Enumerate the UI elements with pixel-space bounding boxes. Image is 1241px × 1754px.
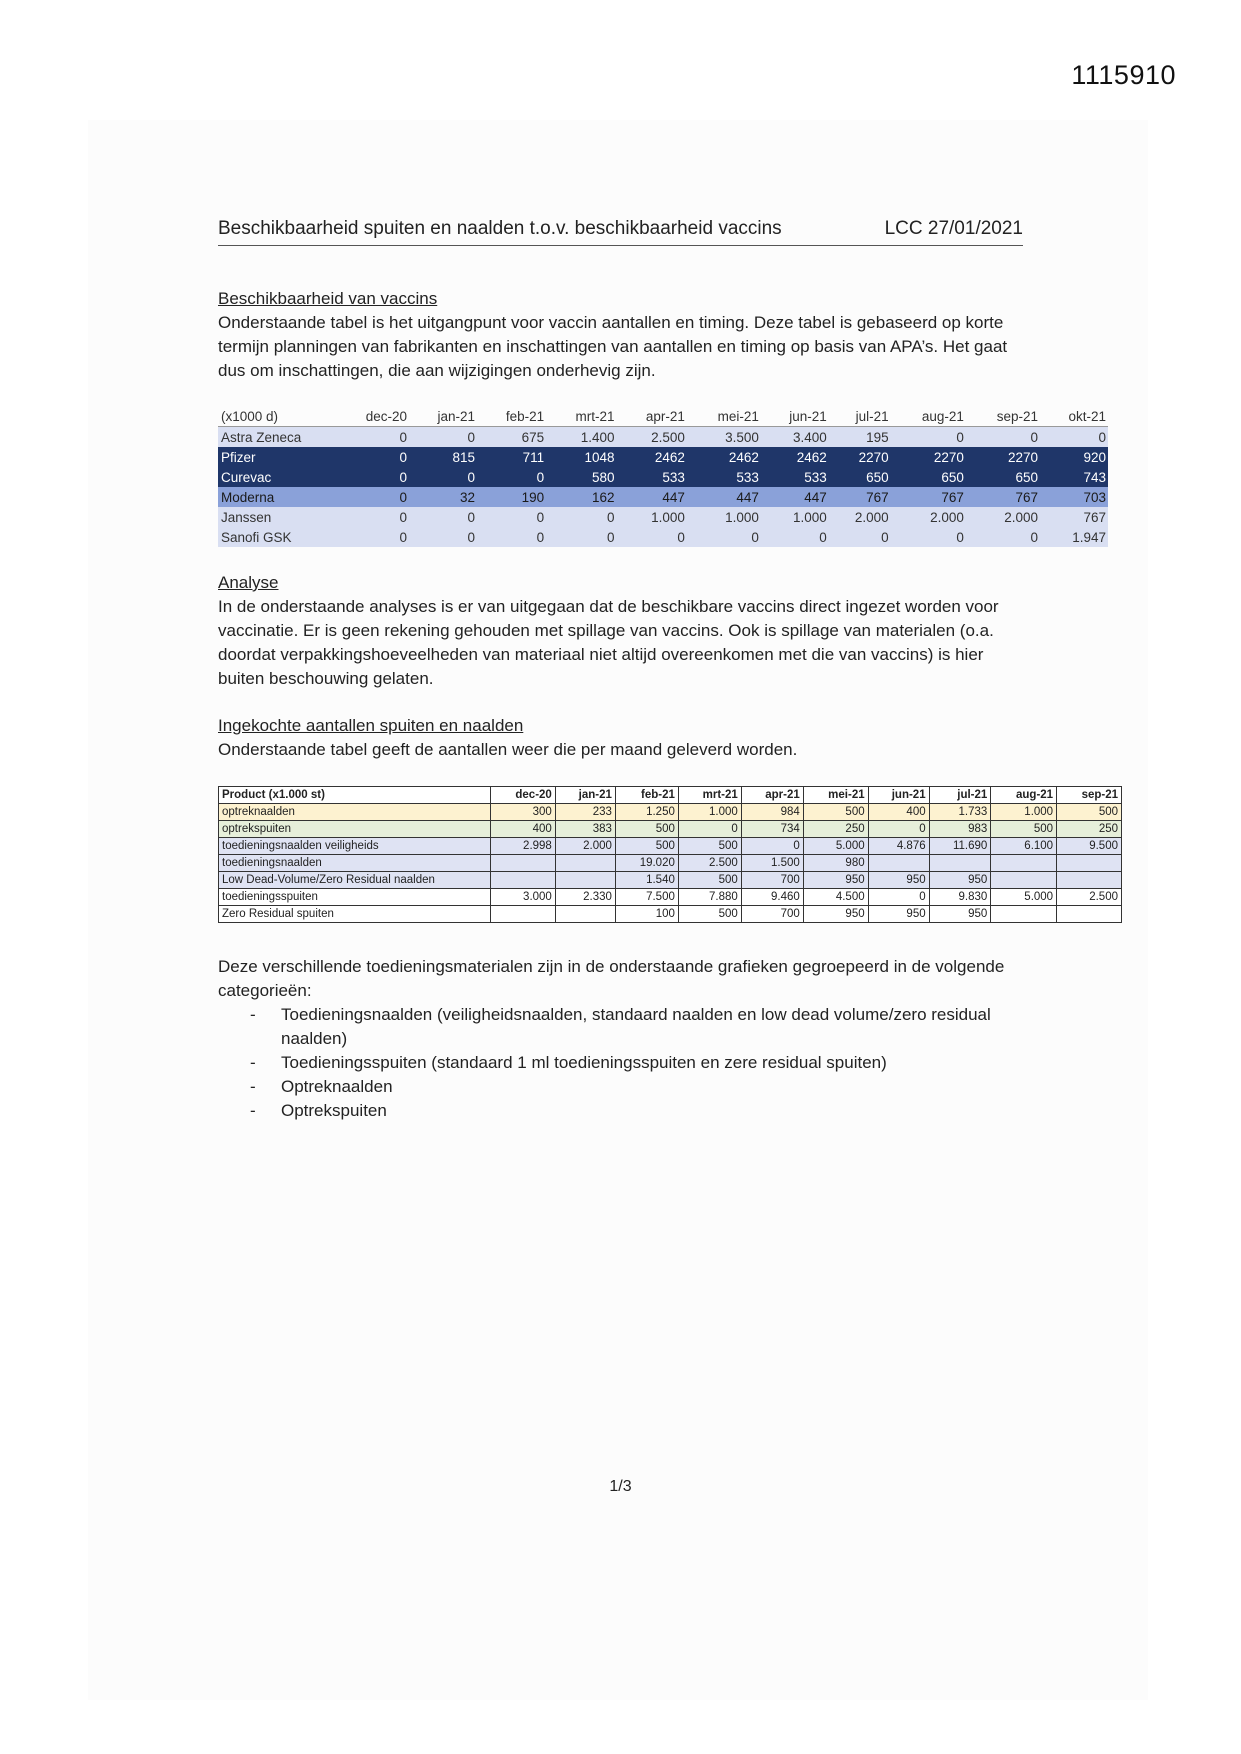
vaccine-table-cell: 0 (966, 527, 1040, 547)
section-vaccines-heading: Beschikbaarheid van vaccins (218, 289, 438, 308)
supplies-table-cell: 9.460 (741, 889, 803, 906)
vaccine-table-cell: 0 (616, 527, 686, 547)
vaccine-table-cell: 2462 (687, 447, 761, 467)
vaccine-table-header-cell: mrt-21 (546, 406, 616, 427)
supplies-table-header-cell: mei-21 (803, 787, 868, 804)
vaccine-table-row-label: Sanofi GSK (218, 527, 335, 547)
category-list-item: - Toedieningsspuiten (standaard 1 ml toedieningsspuiten en zere residual spuiten) (218, 1051, 1018, 1075)
supplies-table-row-label: toedieningsnaalden (219, 855, 491, 872)
vaccine-table-header-cell: dec-20 (335, 406, 409, 427)
vaccine-table-header-cell: mei-21 (687, 406, 761, 427)
document-id: 1115910 (1071, 60, 1176, 90)
supplies-table-header-cell: jun-21 (868, 787, 929, 804)
vaccine-table-cell: 767 (891, 487, 966, 507)
vaccine-table-cell: 447 (761, 487, 829, 507)
vaccine-table-row (218, 427, 1108, 448)
supplies-table-row (219, 855, 1122, 872)
vaccine-table-cell: 0 (829, 527, 891, 547)
vaccine-table-cell: 162 (546, 487, 616, 507)
supplies-table-row-label: Zero Residual spuiten (219, 906, 491, 923)
vaccine-table-cell: 0 (335, 527, 409, 547)
section-purchased (218, 714, 1018, 762)
vaccine-table-cell: 580 (546, 467, 616, 487)
vaccine-table-cell: 533 (616, 467, 686, 487)
supplies-table-header-row (219, 787, 1122, 804)
vaccine-table-cell: 0 (477, 527, 546, 547)
supplies-table-cell: 6.100 (991, 838, 1057, 855)
supplies-table-cell: 500 (991, 821, 1057, 838)
supplies-table-cell: 250 (1057, 821, 1122, 838)
supplies-table-header-cell: jul-21 (929, 787, 991, 804)
supplies-table-cell: 950 (803, 906, 868, 923)
supplies-table-header-cell: apr-21 (741, 787, 803, 804)
vaccine-table-cell: 1.000 (761, 507, 829, 527)
vaccine-table-cell: 0 (477, 467, 546, 487)
supplies-table-cell: 700 (741, 872, 803, 889)
supplies-table-header-cell: Product (x1.000 st) (219, 787, 491, 804)
supplies-table-header-cell: sep-21 (1057, 787, 1122, 804)
vaccine-table-cell: 0 (966, 427, 1040, 448)
supplies-table-cell (991, 872, 1057, 889)
section-analysis-text: In de onderstaande analyses is er van uitgegaan dat de beschikbare vaccins direct ingezet worden voor vaccinatie. Er is geen rekening gehouden met spillage van vaccins. Ook is spillage van materialen (o.a. doordat verpakkingshoeveelheden van materiaal niet altijd overeenkomen met die van vaccins) is hier buiten beschouwing gelaten. (218, 597, 999, 688)
vaccine-table-cell: 0 (409, 427, 477, 448)
supplies-table-cell: 7.880 (678, 889, 741, 906)
section-vaccines (218, 287, 1018, 383)
vaccine-table-cell: 703 (1040, 487, 1108, 507)
supplies-table-cell (1057, 872, 1122, 889)
vaccine-table-cell: 0 (546, 527, 616, 547)
supplies-table-cell: 500 (678, 872, 741, 889)
vaccine-table-cell: 0 (409, 467, 477, 487)
vaccine-table-cell: 533 (761, 467, 829, 487)
vaccine-table-cell: 1.400 (546, 427, 616, 448)
vaccine-table-row (218, 507, 1108, 527)
supplies-table-cell: 700 (741, 906, 803, 923)
supplies-table-cell (991, 855, 1057, 872)
supplies-table (218, 786, 1122, 923)
document-header (218, 218, 1023, 246)
vaccine-table-cell: 767 (829, 487, 891, 507)
supplies-table-cell: 0 (741, 838, 803, 855)
supplies-table-cell: 4.876 (868, 838, 929, 855)
vaccine-table-header-cell: okt-21 (1040, 406, 1108, 427)
supplies-table-row-label: Low Dead-Volume/Zero Residual naalden (219, 872, 491, 889)
category-list-item: - Optreknaalden (218, 1075, 1018, 1099)
supplies-table-cell: 950 (868, 872, 929, 889)
supplies-table-row (219, 838, 1122, 855)
supplies-table-cell: 0 (868, 889, 929, 906)
supplies-table-cell: 400 (868, 804, 929, 821)
vaccine-table-row-label: Astra Zeneca (218, 427, 335, 448)
vaccine-table-cell: 1.000 (616, 507, 686, 527)
supplies-table-cell: 233 (555, 804, 615, 821)
vaccine-table-cell: 1.947 (1040, 527, 1108, 547)
section-categories-text: Deze verschillende toedieningsmaterialen zijn in de onderstaande grafieken gegroepeerd in de volgende categorieën: (218, 957, 1005, 1000)
supplies-table-cell: 3.000 (491, 889, 556, 906)
vaccine-table-cell: 920 (1040, 447, 1108, 467)
supplies-table-cell: 19.020 (615, 855, 678, 872)
vaccine-table-cell: 1048 (546, 447, 616, 467)
vaccine-table-cell: 2.000 (891, 507, 966, 527)
supplies-table-cell: 7.500 (615, 889, 678, 906)
vaccine-table-cell: 0 (335, 487, 409, 507)
supplies-table-row (219, 872, 1122, 889)
vaccine-table-header-cell: jun-21 (761, 406, 829, 427)
vaccine-table-cell: 0 (891, 427, 966, 448)
supplies-table-row (219, 889, 1122, 906)
supplies-table-row-label: optreknaalden (219, 804, 491, 821)
supplies-table-cell: 950 (803, 872, 868, 889)
supplies-table-header-cell: mrt-21 (678, 787, 741, 804)
supplies-table-cell: 0 (678, 821, 741, 838)
vaccine-table-cell: 0 (1040, 427, 1108, 448)
supplies-table-header-cell: dec-20 (491, 787, 556, 804)
vaccine-table-cell: 711 (477, 447, 546, 467)
supplies-table-cell: 500 (615, 821, 678, 838)
vaccine-table-cell: 743 (1040, 467, 1108, 487)
supplies-table-cell: 383 (555, 821, 615, 838)
supplies-table-cell (868, 855, 929, 872)
vaccine-table-cell: 2462 (616, 447, 686, 467)
vaccine-table-header-cell: jul-21 (829, 406, 891, 427)
vaccine-table-cell: 815 (409, 447, 477, 467)
category-list-item: - Toedieningsnaalden (veiligheidsnaalden, standaard naalden en low dead volume/zero residual naalden) (218, 1003, 1018, 1051)
vaccine-table-cell: 0 (891, 527, 966, 547)
vaccine-table-cell: 2270 (829, 447, 891, 467)
supplies-table-cell: 300 (491, 804, 556, 821)
vaccine-table-cell: 32 (409, 487, 477, 507)
supplies-table-cell (1057, 906, 1122, 923)
supplies-table-header-cell: feb-21 (615, 787, 678, 804)
vaccine-table-cell: 533 (687, 467, 761, 487)
vaccine-table-cell: 767 (966, 487, 1040, 507)
vaccine-table-cell: 2.000 (829, 507, 891, 527)
supplies-table-cell: 250 (803, 821, 868, 838)
supplies-table-cell: 500 (678, 838, 741, 855)
vaccine-table-header-cell: apr-21 (616, 406, 686, 427)
vaccine-table-row (218, 527, 1108, 547)
supplies-table-cell: 0 (868, 821, 929, 838)
section-analysis (218, 571, 1018, 691)
supplies-table-row-label: toedieningsspuiten (219, 889, 491, 906)
supplies-table-header-cell: jan-21 (555, 787, 615, 804)
supplies-table-cell (555, 855, 615, 872)
vaccine-table-cell: 195 (829, 427, 891, 448)
vaccine-table-cell: 3.400 (761, 427, 829, 448)
supplies-table-cell: 2.330 (555, 889, 615, 906)
supplies-table-cell (491, 855, 556, 872)
vaccine-table-cell: 0 (477, 507, 546, 527)
supplies-table-cell: 500 (678, 906, 741, 923)
supplies-table-cell: 5.000 (991, 889, 1057, 906)
supplies-table-cell (555, 872, 615, 889)
vaccine-table-cell: 447 (616, 487, 686, 507)
supplies-table-cell: 11.690 (929, 838, 991, 855)
vaccine-table-cell: 0 (687, 527, 761, 547)
supplies-table-cell: 2.500 (1057, 889, 1122, 906)
vaccine-table-row-label: Janssen (218, 507, 335, 527)
supplies-table-cell (555, 906, 615, 923)
vaccine-table-cell: 675 (477, 427, 546, 448)
vaccine-table-cell: 0 (761, 527, 829, 547)
section-vaccines-text: Onderstaande tabel is het uitgangpunt voor vaccin aantallen en timing. Deze tabel is gebaseerd op korte termijn planningen van fabrikanten en inschattingen van aantallen en timing op basis van APA’s. Het gaat dus om inschattingen, die aan wijzigingen onderhevig zijn. (218, 313, 1008, 380)
vaccine-table-cell: 2.000 (966, 507, 1040, 527)
supplies-table-cell: 5.000 (803, 838, 868, 855)
vaccine-table-cell: 0 (409, 527, 477, 547)
vaccine-table-header-cell: jan-21 (409, 406, 477, 427)
supplies-table-cell: 2.000 (555, 838, 615, 855)
vaccine-table-header-cell: feb-21 (477, 406, 546, 427)
vaccine-table-cell: 2270 (891, 447, 966, 467)
section-analysis-heading: Analyse (218, 573, 279, 592)
vaccine-table-cell: 650 (966, 467, 1040, 487)
supplies-table-cell: 500 (803, 804, 868, 821)
vaccine-table-row (218, 447, 1108, 467)
vaccine-table-row-label: Curevac (218, 467, 335, 487)
supplies-table-cell: 4.500 (803, 889, 868, 906)
vaccine-availability-table (218, 406, 1108, 547)
supplies-table-cell: 1.733 (929, 804, 991, 821)
vaccine-table-header-cell: sep-21 (966, 406, 1040, 427)
vaccine-table-cell: 2.500 (616, 427, 686, 448)
vaccine-table-header-cell: (x1000 d) (218, 406, 335, 427)
vaccine-table-cell: 2270 (966, 447, 1040, 467)
supplies-table-cell: 9.500 (1057, 838, 1122, 855)
vaccine-table-row (218, 467, 1108, 487)
supplies-table-cell: 500 (1057, 804, 1122, 821)
vaccine-table-row-label: Moderna (218, 487, 335, 507)
supplies-table-row-label: optrekspuiten (219, 821, 491, 838)
supplies-table-cell (991, 906, 1057, 923)
vaccine-table-cell: 0 (546, 507, 616, 527)
supplies-table-cell: 983 (929, 821, 991, 838)
supplies-table-cell (929, 855, 991, 872)
vaccine-table-cell: 2462 (761, 447, 829, 467)
vaccine-table-cell: 0 (409, 507, 477, 527)
supplies-table-row (219, 821, 1122, 838)
vaccine-table-row (218, 487, 1108, 507)
supplies-table-cell: 1.000 (991, 804, 1057, 821)
supplies-table-cell: 100 (615, 906, 678, 923)
vaccine-table-cell: 447 (687, 487, 761, 507)
document-title: Beschikbaarheid spuiten en naalden t.o.v. beschikbaarheid vaccins (218, 218, 782, 239)
supplies-table-cell: 984 (741, 804, 803, 821)
supplies-table-cell: 734 (741, 821, 803, 838)
supplies-table-row-label: toedieningsnaalden veiligheids (219, 838, 491, 855)
vaccine-table-cell: 0 (335, 467, 409, 487)
vaccine-table-cell: 650 (829, 467, 891, 487)
category-list (218, 1003, 1018, 1123)
section-purchased-text: Onderstaande tabel geeft de aantallen weer die per maand geleverd worden. (218, 740, 798, 759)
supplies-table-row (219, 804, 1122, 821)
section-purchased-heading: Ingekochte aantallen spuiten en naalden (218, 716, 524, 735)
supplies-table-cell: 950 (868, 906, 929, 923)
supplies-table-cell: 980 (803, 855, 868, 872)
section-categories (218, 955, 1018, 1123)
vaccine-table-cell: 3.500 (687, 427, 761, 448)
category-list-item: - Optrekspuiten (218, 1099, 1018, 1123)
supplies-table-cell (491, 906, 556, 923)
supplies-table-cell: 1.540 (615, 872, 678, 889)
supplies-table-cell (491, 872, 556, 889)
supplies-table-cell: 950 (929, 906, 991, 923)
supplies-table-cell: 400 (491, 821, 556, 838)
vaccine-table-cell: 1.000 (687, 507, 761, 527)
vaccine-table-cell: 767 (1040, 507, 1108, 527)
supplies-table-cell: 950 (929, 872, 991, 889)
vaccine-table-row-label: Pfizer (218, 447, 335, 467)
supplies-table-cell: 9.830 (929, 889, 991, 906)
supplies-table-cell: 2.998 (491, 838, 556, 855)
supplies-table-cell: 1.000 (678, 804, 741, 821)
supplies-table-cell: 1.500 (741, 855, 803, 872)
page-number: 1/3 (609, 1478, 632, 1495)
vaccine-table-header-cell: aug-21 (891, 406, 966, 427)
vaccine-table-cell: 0 (335, 507, 409, 527)
vaccine-table-header-row (218, 406, 1108, 427)
supplies-table-row (219, 906, 1122, 923)
vaccine-table-cell: 650 (891, 467, 966, 487)
vaccine-table-cell: 190 (477, 487, 546, 507)
vaccine-table-cell: 0 (335, 447, 409, 467)
supplies-table-cell: 2.500 (678, 855, 741, 872)
supplies-table-cell (1057, 855, 1122, 872)
supplies-table-header-cell: aug-21 (991, 787, 1057, 804)
supplies-table-cell: 1.250 (615, 804, 678, 821)
document-date-ref: LCC 27/01/2021 (884, 218, 1023, 239)
vaccine-table-cell: 0 (335, 427, 409, 448)
supplies-table-cell: 500 (615, 838, 678, 855)
